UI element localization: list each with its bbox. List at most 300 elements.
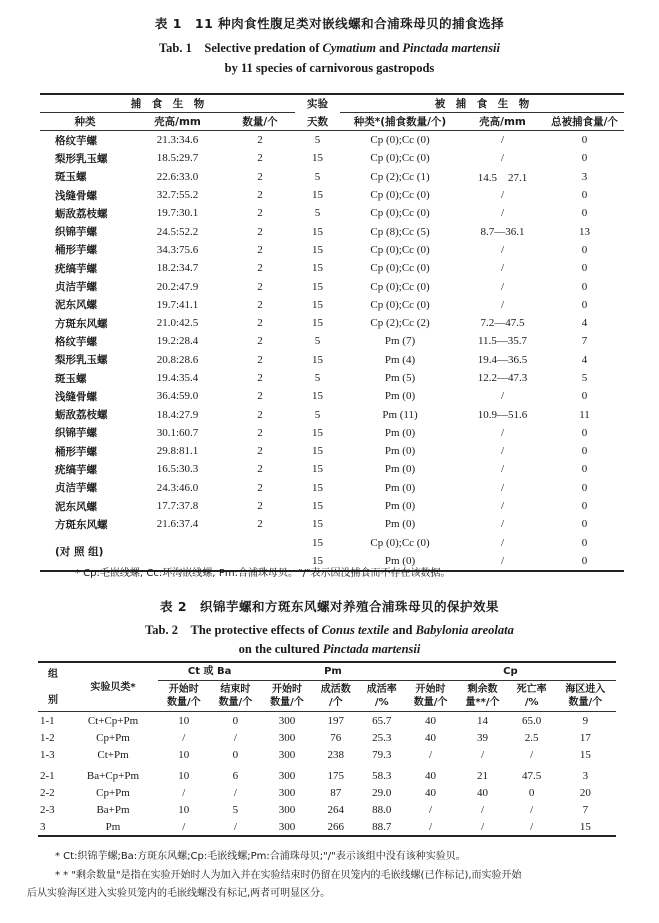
table1-row — [40, 186, 624, 204]
table2-cell-pm-alive: 264 — [327, 803, 345, 816]
table1-cell-predator-species: 疣缟芋螺 — [55, 463, 97, 476]
table1-cell-days: 15 — [312, 500, 323, 513]
table1-cell-prey-species: Pm (0) — [384, 518, 416, 531]
table1-cell-predator-shell: 17.7:37.8 — [156, 500, 199, 513]
table1-cell-predator-species: 梨形乳玉螺 — [55, 354, 108, 367]
table1-cell-prey-species: Cp (0);Cc (0) — [370, 243, 430, 256]
table1-cell-days: 15 — [312, 152, 323, 165]
table2-title-cn: 表 2 织锦芋螺和方斑东风螺对养殖合浦珠母贝的保护效果 — [159, 599, 500, 614]
table1-row — [40, 222, 624, 240]
table2-cell-cp-start: 40 — [425, 769, 437, 782]
table1-control-cell-days: 15 — [312, 554, 323, 567]
table1-cell-days: 5 — [314, 170, 321, 183]
table2-subcol: 剩余数 量**/个 — [465, 684, 500, 708]
table1-cell-predator-count: 2 — [257, 317, 263, 330]
table1-title-en — [0, 38, 659, 56]
table2-cell-type: Ba+Pm — [96, 803, 130, 816]
table2-cell-pm-start: 300 — [278, 786, 296, 799]
table2-cell-pm-alive: 175 — [327, 769, 345, 782]
table1-cell-prey-species: Cp (2);Cc (2) — [370, 317, 430, 330]
table2-cell-ct-start: / — [182, 786, 186, 799]
table1-cell-prey-species: Pm (0) — [384, 390, 416, 403]
table2-cell-pm-rate: 25.3 — [372, 731, 392, 744]
table1-cell-prey-species: Cp (0);Cc (0) — [370, 152, 430, 165]
table2-cell-cp-start: 40 — [425, 714, 437, 727]
table2-row — [38, 784, 616, 801]
table1-row — [40, 241, 624, 259]
table1-cell-predator-species: 蛎敌荔枝螺 — [55, 207, 108, 220]
table1-cell-predator-shell: 24.5:52.2 — [156, 225, 199, 238]
table1-cell-days: 15 — [312, 317, 323, 330]
table2-cell-pm-alive: 76 — [330, 731, 342, 744]
table1-cell-prey-total: 7 — [581, 335, 588, 348]
table1-row — [40, 515, 624, 533]
table1-cell-predator-count: 2 — [257, 518, 263, 531]
table1-cell-prey-species: Cp (8);Cc (5) — [370, 225, 430, 238]
table2-cell-group: 1-1 — [40, 714, 55, 727]
table1-row — [40, 259, 624, 277]
table1-row — [40, 296, 624, 314]
table1-cell-days: 15 — [312, 481, 323, 494]
table2-subcol: 开始时 数量/个 — [166, 684, 201, 708]
table1-cell-predator-shell: 32.7:55.2 — [156, 189, 199, 202]
table2-cell-group: 3 — [40, 820, 46, 833]
table2-cell-pm-start: 300 — [278, 820, 296, 833]
table1-cell-predator-species: 蛎敌荔枝螺 — [55, 409, 108, 422]
table1-cell-predator-count: 2 — [257, 134, 263, 147]
table1-cell-predator-shell: 18.2:34.7 — [156, 262, 199, 275]
table1-cell-prey-shell: / — [500, 280, 505, 293]
table1-cell-prey-species: Pm (0) — [384, 426, 416, 439]
table2-cell-cp-enter: 9 — [582, 714, 589, 727]
table1-title-cn: 表 1 11 种肉食性腹足类对嵌线螺和合浦珠母贝的捕食选择 — [154, 16, 505, 31]
table1-cell-predator-shell: 18.4:27.9 — [156, 408, 199, 421]
table1-cell-prey-total: 0 — [581, 298, 588, 311]
table2-cell-group: 2-3 — [40, 803, 55, 816]
table1-cell-predator-count: 2 — [257, 262, 263, 275]
table1-cell-predator-shell: 19.2:28.4 — [156, 335, 199, 348]
table1-cell-predator-shell: 29.8:81.1 — [156, 445, 199, 458]
table1-cell-prey-shell: 7.2—47.5 — [480, 317, 525, 330]
table2-cell-pm-alive: 87 — [330, 786, 342, 799]
table1-control-row — [40, 534, 624, 552]
table2-subcol: 结束时 数量/个 — [218, 684, 253, 708]
table2-cell-ct-end: 5 — [232, 803, 239, 816]
table1-row — [40, 479, 624, 497]
table2-cell-pm-start: 300 — [278, 748, 296, 761]
table2-cell-cp-death: 2.5 — [524, 731, 539, 744]
table2-cell-type: Ct+Pm — [97, 748, 129, 761]
table1-cell-prey-total: 0 — [581, 463, 588, 476]
table2-cell-cp-death: 0 — [528, 786, 535, 799]
table1-cell-days: 15 — [312, 426, 323, 439]
table1-cell-prey-total: 0 — [581, 500, 588, 513]
table2-cell-cp-left: 21 — [477, 769, 488, 782]
table2-cell-cp-enter: 20 — [579, 786, 591, 799]
table1-cell-prey-species: Pm (11) — [382, 408, 418, 421]
table1-cell-predator-shell: 36.4:59.0 — [156, 390, 199, 403]
table1-cell-prey-shell: / — [500, 500, 505, 513]
table1-cell-predator-shell: 19.7:30.1 — [156, 207, 199, 220]
table1-control-label: (对 照 组) — [55, 546, 104, 559]
table1-cell-days: 15 — [312, 189, 323, 202]
table1-cell-prey-shell: 10.9—51.6 — [477, 408, 528, 421]
table1-cell-predator-species: 疣缟芋螺 — [55, 262, 97, 275]
table1-cell-predator-count: 2 — [257, 481, 263, 494]
table2-title-en-line2 — [0, 642, 659, 657]
table1-cell-predator-count: 2 — [257, 170, 263, 183]
table1-cell-days: 15 — [312, 262, 323, 275]
table2-row — [38, 712, 616, 730]
table1-cell-prey-total: 3 — [581, 170, 588, 183]
table1-col-days: 天数 — [307, 115, 328, 128]
table1-control-cell-prey-shell: / — [500, 554, 505, 567]
table1-cell-days: 5 — [314, 408, 321, 421]
table2-cell-cp-left: 40 — [477, 786, 488, 799]
table2-cell-ct-start: 10 — [178, 748, 190, 761]
table2-cell-cp-left: 14 — [477, 714, 488, 727]
table1-cell-predator-shell: 30.1:60.7 — [156, 426, 199, 439]
table2-cell-pm-rate: 79.3 — [372, 748, 392, 761]
table1-cell-predator-species: 斑玉螺 — [55, 372, 87, 385]
table2-cell-ct-start: / — [182, 820, 186, 833]
table1-control-cell-prey-shell: / — [500, 536, 505, 549]
table1-cell-predator-shell: 22.6:33.0 — [156, 170, 199, 183]
table2-col-group-a: 组 — [48, 668, 58, 680]
table1-row — [40, 460, 624, 478]
table1-cell-prey-total: 0 — [581, 189, 588, 202]
table2-cell-cp-start: / — [429, 748, 433, 761]
table1-cell-days: 5 — [314, 335, 321, 348]
table2-cell-group: 2-1 — [40, 769, 55, 782]
table2-cell-cp-start: / — [429, 803, 433, 816]
table1-cell-prey-total: 0 — [581, 280, 588, 293]
table2-cell-cp-start: 40 — [425, 731, 437, 744]
table2-subcol: 开始时 数量/个 — [413, 684, 448, 708]
table2-group-ctba: Ct 或 Ba — [158, 662, 261, 681]
table2-cell-ct-end: / — [233, 820, 237, 833]
table1-cell-prey-species: Pm (7) — [384, 335, 416, 348]
table2-cell-cp-enter: 3 — [582, 769, 589, 782]
table1-cell-prey-total: 0 — [581, 243, 588, 256]
table2-cell-cp-death: 65.0 — [522, 714, 542, 727]
table2-title-babylonia: Babylonia areolata — [415, 623, 514, 637]
table2-row — [38, 818, 616, 836]
table1-cell-days: 5 — [314, 372, 321, 384]
table1-cell-predator-count: 2 — [257, 445, 263, 458]
table1-cell-prey-shell: / — [500, 426, 505, 439]
table2-cell-cp-enter: 17 — [579, 731, 591, 744]
table1-title-genus: Cymatium — [322, 41, 377, 55]
table1-cell-prey-species: Cp (0);Cc (0) — [370, 298, 430, 311]
table1-cell-prey-species: Pm (4) — [384, 353, 416, 366]
table1-cell-prey-total: 0 — [581, 134, 588, 147]
table1-col-total: 总被捕食量/个 — [551, 116, 618, 128]
table1-cell-predator-shell: 16.5:30.3 — [156, 463, 199, 476]
table1-title-en-prefix: Tab. 1 Selective predation of — [158, 41, 323, 55]
table1-cell-prey-shell: / — [500, 189, 505, 202]
table1-cell-predator-species: 方斑东风螺 — [55, 317, 108, 330]
table1-cell-prey-species: Pm (0) — [384, 500, 416, 513]
table2-col-group — [38, 662, 68, 712]
table1-cell-prey-shell: / — [500, 262, 505, 275]
table1-control-cell-total: 0 — [581, 554, 588, 567]
table1-cell-prey-total: 13 — [579, 225, 590, 238]
table2-title-and: and — [389, 623, 416, 637]
table1-cell-days: 15 — [312, 518, 323, 531]
table2-title-en-prefix: Tab. 2 The protective effects of — [145, 623, 322, 637]
table1-cell-days: 15 — [312, 280, 323, 293]
table1-cell-predator-count: 2 — [257, 189, 263, 202]
table1-cell-prey-total: 0 — [581, 426, 588, 439]
table1-cell-predator-shell: 24.3:46.0 — [156, 481, 199, 494]
table2-cell-ct-start: 10 — [178, 803, 190, 816]
table2-cell-cp-left: / — [480, 748, 485, 761]
table1-cell-prey-total: 0 — [581, 262, 588, 275]
table1-cell-predator-count: 2 — [257, 408, 263, 421]
table1-cell-days: 15 — [312, 225, 323, 238]
table2-cell-ct-end: / — [233, 731, 237, 744]
table1-cell-prey-total: 5 — [581, 372, 588, 384]
table1 — [40, 93, 624, 572]
table1-cell-predator-species: 泥东风螺 — [55, 500, 97, 513]
table2-group-pm: Pm — [261, 662, 405, 681]
table1-row — [40, 424, 624, 442]
table1-row — [40, 332, 624, 350]
table2-cell-pm-alive: 197 — [327, 714, 345, 727]
table1-cell-prey-species: Cp (0);Cc (0) — [370, 262, 430, 275]
table2-cell-cp-left: 39 — [477, 731, 488, 744]
table2-cell-pm-start: 300 — [278, 731, 296, 744]
table2-cell-ct-start: 10 — [178, 714, 190, 727]
table1-cell-prey-shell: / — [500, 207, 505, 220]
table2-title-pinctada: Pinctada martensii — [322, 642, 421, 656]
table1-cell-predator-shell: 21.0:42.5 — [156, 317, 199, 330]
table2-col-group-b: 别 — [48, 694, 58, 706]
table1-row — [40, 351, 624, 369]
table1-cell-predator-count: 2 — [257, 500, 263, 513]
table2-cell-cp-death: / — [530, 803, 534, 816]
table1-cell-prey-total: 0 — [581, 445, 588, 458]
table1-cell-predator-species: 贞洁芋螺 — [55, 281, 97, 294]
table1-cell-days: 15 — [312, 390, 323, 403]
table1-cell-predator-species: 泥东风螺 — [55, 299, 97, 312]
table1-row — [40, 204, 624, 222]
table2-cell-pm-start: 300 — [278, 803, 296, 816]
table2-cell-cp-enter: 7 — [582, 803, 589, 816]
table2-cell-type: Ct+Cp+Pm — [87, 714, 139, 727]
table1-cell-predator-count: 2 — [257, 225, 263, 238]
table2-subcol: 开始时 数量/个 — [270, 684, 304, 708]
table1-cell-prey-total: 0 — [581, 518, 588, 531]
table1-cell-predator-species: 梨形乳玉螺 — [55, 152, 108, 165]
table2-cell-pm-rate: 29.0 — [372, 786, 392, 799]
table2-col-type: 实验贝类* — [90, 681, 136, 693]
table1-cell-predator-species: 格纹芋螺 — [55, 134, 97, 147]
table1-cell-predator-count: 2 — [257, 243, 263, 256]
table1-cell-prey-total: 0 — [581, 390, 588, 403]
table1-row — [40, 149, 624, 167]
table1-cell-prey-species: Cp (0);Cc (0) — [370, 280, 430, 293]
table1-cell-prey-shell: 11.5—35.7 — [477, 335, 528, 348]
table2-cell-group: 1-3 — [40, 748, 55, 761]
table2-title-conus: Conus textile — [321, 623, 390, 637]
table1-cell-prey-shell: / — [500, 463, 505, 476]
table1-cell-predator-count: 2 — [257, 207, 263, 220]
table1-cell-predator-count: 2 — [257, 372, 263, 384]
table1-cell-prey-species: Cp (0);Cc (0) — [370, 189, 430, 202]
table1-row — [40, 387, 624, 405]
table2-cell-pm-rate: 88.0 — [372, 803, 392, 816]
table1-cell-prey-species: Cp (2);Cc (1) — [370, 170, 430, 183]
table1-row — [40, 314, 624, 332]
table1-cell-prey-shell: 14.5 27.1 — [477, 171, 528, 184]
table2-footnote2-line1: * * "剩余数量"是指在实验开始时人为加入并在实验结束时仍留在贝笼内的毛嵌线螺(已作标记),而实验开始 — [55, 870, 522, 881]
table1-cell-prey-shell: / — [500, 243, 505, 256]
table1-title-species: Pinctada martensii — [402, 41, 500, 55]
table1-cell-predator-count: 2 — [257, 335, 263, 348]
table1-cell-predator-species: 织锦芋螺 — [55, 226, 97, 239]
table2-cell-cp-start: / — [429, 820, 433, 833]
table1-cell-prey-shell: / — [500, 445, 505, 458]
table1-cell-predator-shell: 19.7:41.1 — [156, 298, 199, 311]
table1-cell-days: 5 — [314, 207, 321, 220]
table2-cell-ct-end: 6 — [232, 769, 239, 782]
table2-cell-cp-enter: 15 — [579, 748, 591, 761]
table1-cell-predator-shell: 18.5:29.7 — [156, 152, 199, 165]
table1-cell-days: 15 — [312, 353, 323, 366]
table1-cell-predator-shell: 20.8:28.6 — [156, 353, 199, 366]
table2-cell-cp-death: 47.5 — [522, 769, 542, 782]
table1-cell-days: 15 — [312, 463, 323, 476]
table1-control-cell-total: 0 — [581, 536, 588, 549]
table2-cell-pm-start: 300 — [278, 714, 296, 727]
table1-cell-prey-shell: / — [500, 518, 505, 531]
table1-cell-prey-species: Cp (0);Cc (0) — [370, 134, 430, 147]
table2-cell-cp-enter: 15 — [579, 820, 591, 833]
table1-cell-prey-shell: 19.4—36.5 — [477, 353, 528, 366]
table2-cell-ct-start: 10 — [178, 769, 190, 782]
table2-row — [38, 746, 616, 763]
table1-cell-predator-species: 贞洁芋螺 — [55, 482, 97, 495]
table2-row — [38, 801, 616, 818]
table1-cell-predator-shell: 34.3:75.6 — [156, 243, 199, 256]
table2-cell-ct-start: / — [182, 731, 186, 744]
table1-cell-predator-species: 织锦芋螺 — [55, 427, 97, 440]
table2-cell-type: Ba+Cp+Pm — [86, 769, 140, 782]
table1-cell-prey-total: 0 — [581, 207, 588, 220]
table1-col-count: 数量/个 — [242, 116, 278, 128]
table1-cell-prey-total: 0 — [581, 152, 588, 165]
table1-cell-prey-total: 4 — [581, 317, 588, 330]
table1-cell-predator-species: 浅缝骨螺 — [55, 189, 97, 202]
table2-row — [38, 729, 616, 746]
table2-cell-pm-start: 300 — [278, 769, 296, 782]
table1-control-cell-days: 15 — [312, 536, 323, 549]
table1-cell-predator-count: 2 — [257, 390, 263, 403]
table2-cell-pm-rate: 88.7 — [372, 820, 392, 833]
table1-group-days-top: 实验 — [307, 98, 328, 111]
table1-row — [40, 442, 624, 460]
table1-footnote: * Cp:毛嵌线螺; Cc:环沟嵌线螺; Pm:合浦珠母贝。"/"表示因没捕食而不存在该数据。 — [75, 568, 451, 579]
table2-subcol: 成活数 /个 — [320, 684, 351, 708]
table1-cell-prey-total: 4 — [581, 353, 588, 366]
table1-cell-predator-species: 桶形芋螺 — [55, 445, 97, 458]
table2-title-line2-prefix: on the cultured — [238, 642, 323, 656]
table2-cell-type: Cp+Pm — [96, 731, 130, 744]
table1-col-prey: 种类*(捕食数量/个) — [353, 116, 447, 128]
table2-title-en — [0, 620, 659, 638]
table1-cell-prey-total: 0 — [581, 481, 588, 494]
table2-row — [38, 763, 616, 784]
table2-cell-cp-death: / — [530, 748, 534, 761]
table1-row — [40, 405, 624, 423]
table2-cell-cp-start: 40 — [425, 786, 437, 799]
table2-subcol: 死亡率 /% — [516, 684, 547, 708]
table1-cell-predator-species: 桶形芋螺 — [55, 244, 97, 257]
table1-cell-prey-species: Pm (0) — [384, 445, 416, 458]
table1-cell-prey-shell: 8.7—36.1 — [480, 225, 525, 238]
table1-cell-predator-species: 格纹芋螺 — [55, 335, 97, 348]
table2-cell-pm-rate: 65.7 — [372, 714, 392, 727]
table1-cell-predator-count: 2 — [257, 463, 263, 476]
table1-cell-predator-shell: 20.2:47.9 — [156, 280, 199, 293]
table2-subcol: 成活率 /% — [366, 684, 397, 708]
table1-cell-predator-count: 2 — [257, 152, 263, 165]
table1-row — [40, 131, 624, 150]
table2-cell-group: 2-2 — [40, 786, 55, 799]
table1-cell-predator-species: 浅缝骨螺 — [55, 390, 97, 403]
table1-cell-prey-species: Cp (0);Cc (0) — [370, 207, 430, 220]
table1-cell-prey-shell: / — [500, 298, 505, 311]
table1-cell-predator-shell: 21.3:34.6 — [156, 134, 199, 147]
table2-cell-ct-end: 0 — [232, 748, 239, 761]
table1-control-cell-prey: Pm (0) — [384, 554, 416, 567]
table1-row — [40, 369, 624, 387]
table1-cell-predator-count: 2 — [257, 298, 263, 311]
table1-cell-days: 5 — [314, 134, 321, 147]
table1-row — [40, 168, 624, 186]
table2-cell-pm-rate: 58.3 — [372, 769, 392, 782]
table2-group-cp: Cp — [405, 662, 616, 681]
table1-cell-prey-species: Pm (0) — [384, 463, 416, 476]
table2-cell-cp-death: / — [530, 820, 534, 833]
table1-cell-prey-total: 11 — [579, 408, 590, 421]
table2-cell-pm-alive: 266 — [327, 820, 345, 833]
table1-row — [40, 277, 624, 295]
table1-cell-predator-species: 斑玉螺 — [55, 171, 87, 184]
table1-control-cell-prey: Cp (0);Cc (0) — [370, 536, 430, 549]
table1-cell-days: 15 — [312, 243, 323, 256]
table2-cell-pm-alive: 238 — [327, 748, 345, 761]
table2-cell-group: 1-2 — [40, 731, 55, 744]
table1-col-prey-shell: 壳高/mm — [479, 116, 526, 128]
table1-cell-predator-count: 2 — [257, 426, 263, 439]
table2-cell-ct-end: 0 — [232, 714, 239, 727]
table1-cell-predator-shell: 21.6:37.4 — [156, 518, 199, 531]
table1-cell-prey-species: Pm (0) — [384, 481, 416, 494]
table1-col-shell: 壳高/mm — [154, 116, 201, 128]
table1-cell-predator-shell: 19.4:35.4 — [156, 372, 199, 384]
table2-cell-type: Pm — [105, 820, 121, 833]
table1-group-predator: 捕 食 生 物 — [40, 94, 295, 113]
table1-cell-predator-species: 方斑东风螺 — [55, 518, 108, 531]
table1-cell-predator-count: 2 — [257, 280, 263, 293]
table1-cell-prey-shell: / — [500, 152, 505, 165]
table1-col-species: 种类 — [74, 116, 96, 128]
table1-cell-prey-species: Pm (5) — [384, 372, 416, 384]
table1-cell-predator-count: 2 — [257, 353, 263, 366]
